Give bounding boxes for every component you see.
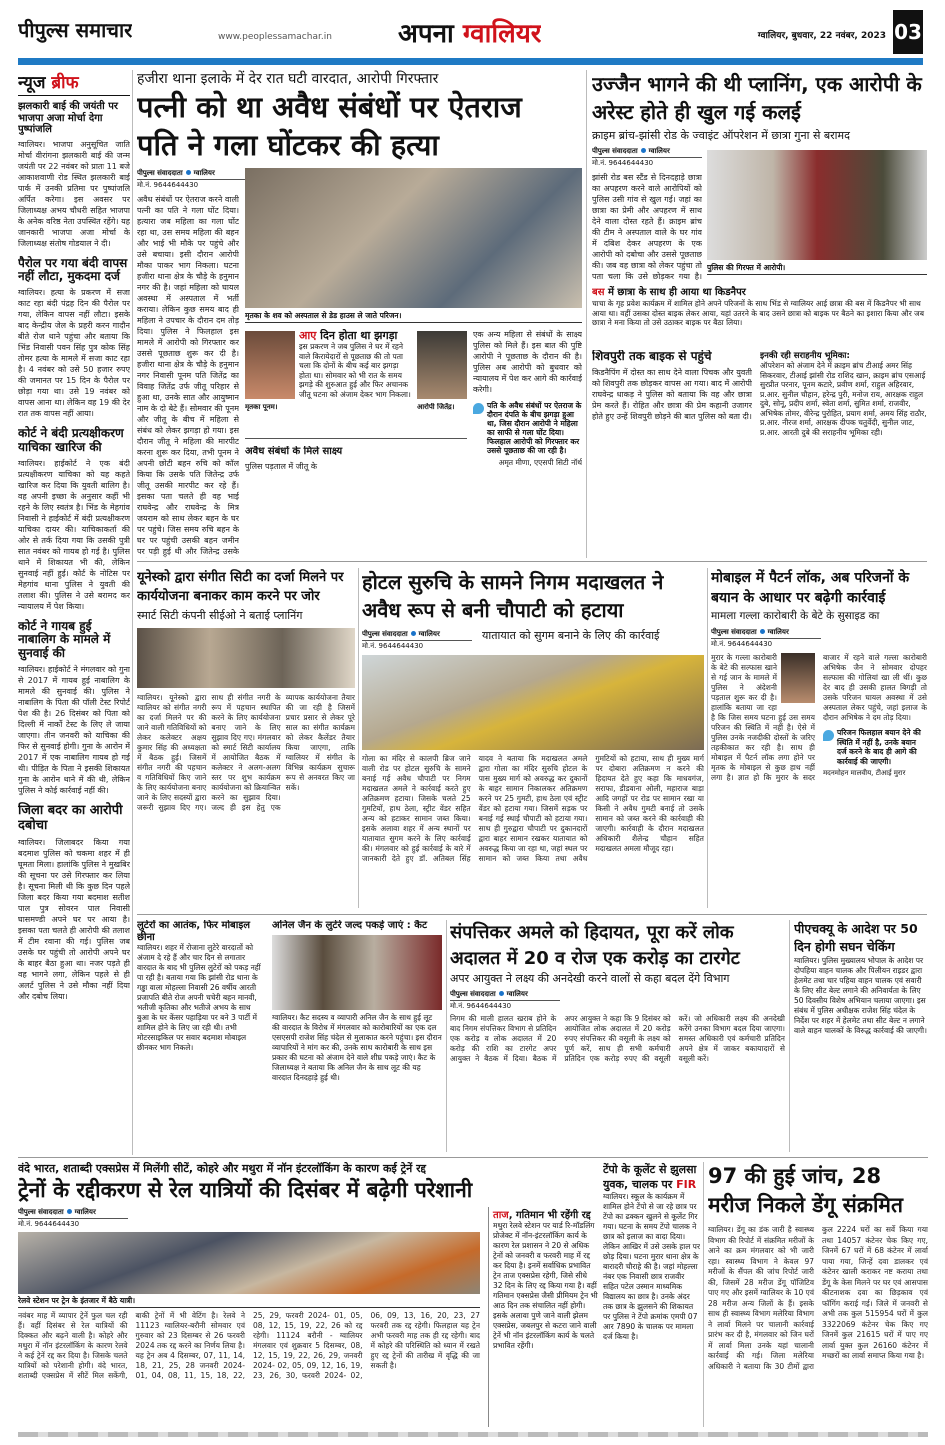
train-headline: ट्रेनों के रद्दीकरण से रेल यात्रियों की दिसंबर में बढ़ेगी परेशानी — [18, 1178, 473, 1202]
paper-logo: पीपुल्स समाचार — [18, 18, 133, 42]
registration-strip — [18, 1432, 928, 1437]
mobile-body: मुरार के गल्ला कारोबारी के बेटे की सल्फास खाने से गई जान के मामले में पुलिस ने अंदेशनी पड़ताल शुरू कर दी है। हालांकि बताया जा रहा है कि जिस समय घटना हुई उस समय परिजन की स्थिति में नहीं है। ऐसे में पुलिस उनके नजदीकी दोस्तों के जरिए तहकीकात कर रही है। साथ ही मोबाइल में पैटर्न लॉक लगा होने पर मृतक के मोबाइल से कुछ हाथ नहीं लगा है। ज्ञात हो कि मुरार के सदर बाजार में रहने वाले गल्ला कारोबारी अभिषेक जैन ने सोमवार दोपहर सल्फास की गोलियां खा ली थीं। कुछ देर बाद ही उसकी हालत बिगड़ी तो उसके परिजन घायल अवस्था में उसे अस्पताल लेकर पहुंचे, जहां इलाज के दौरान अभिषेक ने दम तोड़ दिया। — [711, 653, 927, 782]
quarrel-title-b: दिन होता था झगड़ा — [320, 329, 398, 342]
dateline: ग्वालियर, बुधवार, 22 नवंबर, 2023 — [757, 31, 886, 41]
credit-head: इनकी रही सराहनीय भूमिका: — [760, 351, 850, 361]
byline — [711, 627, 927, 649]
brief-headline: झलकारी बाई की जयंती पर भाजपा अजा मोर्चा देगा पुष्पांजलि — [18, 101, 118, 135]
brief-title-b: ब्रीफ — [51, 73, 79, 93]
byline-mobile: मो.नं. 9644644430 — [711, 640, 773, 648]
byline — [18, 1207, 480, 1229]
mobile-deck: मामला गल्ला कारोबारी के बेटे के सुसाइड का — [711, 610, 880, 622]
hotel-story — [362, 568, 704, 908]
hotel-deck: यातायात को सुगम बनाने के लिए की कार्रवाई — [482, 629, 660, 642]
loot-body: ग्वालियर। शहर में रोजाना लुटेरे वारदातों को अंजाम दे रहे हैं और चार दिन से लगातार वारदात के बाद भी पुलिस लुटेरों को पकड़ नहीं पा रही है। बताया गया कि झांसी रोड थाना के गड्ढा वाला मोहल्ला निवासी 26 वर्षीय आरती प्रजापति बीते रोज अपनी चचेरी बहन मानवी, भतीजी कृतिका और भतीजे अभय के साथ बुआ के घर केंसर पहाड़िया पर बने 3 पार्टी में शामिल होने के लिए जा रही थी। तभी मोटरसाइकिल पर सवार बदमाश मोबाइल छीनकर भाग निकले। — [137, 943, 261, 1052]
accused-photo — [417, 331, 467, 399]
divider — [137, 914, 927, 915]
column-rule — [703, 1162, 704, 1427]
accused-caption: आरोपी जितेंद्र। — [417, 403, 455, 411]
kidnap-headline: उज्जैन भागने की थी प्लानिंग, एक आरोपी के अरेस्ट होते ही खुल गई कलई — [592, 72, 922, 124]
byline — [450, 989, 785, 1011]
lead-story — [137, 70, 582, 558]
train-main — [18, 1207, 480, 1427]
kidnap-area — [592, 146, 927, 558]
tax-deck: अपर आयुक्त ने लक्ष्य की अनदेखी करने वालों से कहा बदल देंगे विभाग — [450, 972, 730, 985]
news-brief — [18, 70, 130, 1155]
unesco-story — [137, 568, 355, 908]
lead-photo-caption: मृतका के शव को अस्पताल से डेड हाउस ले जाते परिजन। — [245, 311, 582, 323]
brief-item — [18, 804, 130, 1002]
train-area — [18, 1207, 598, 1427]
brief-text: ग्वालियर। हाईकोर्ट ने एक बंदी प्रत्यक्षीकरण याचिका को यह कहते खारिज कर दिया कि युवती बालिग है। वह अपनी इच्छा के अनुसार कहीं भी रहने के लिए स्वतंत्र है। भिंड के मेहगांव निवासी ने हाईकोर्ट में बंदी प्रत्यक्षीकरण याचिका दायर की। याचिकाकर्ता की ओर से तर्क दिया गया कि उसकी पुत्री सात नवंबर को गायब हो गई है। पुलिस थाने में शिकायत भी की, लेकिन सुनवाई नहीं हुई। कोर्ट के नोटिस पर मेहगांव थाना पुलिस ने युवती की तलाश की। पुलिस ने उसे बरामद कर न्यायालय में पेश किया। — [18, 458, 130, 611]
byline-city: ग्वालियर — [418, 630, 440, 638]
victim-photo — [245, 331, 295, 399]
train-columns — [18, 1232, 480, 1402]
byline-city: ग्वालियर — [648, 147, 670, 155]
train-photo — [18, 1232, 480, 1294]
hotel-columns — [362, 655, 704, 908]
brief-text: ग्वालियर। जिलाबदर किया गया बदमाश पुलिस को चकमा शहर में ही घूमता मिला। हालांकि पुलिस ने मुखबिर की सूचना पर उसे गिरफ्तार कर लिया है। सूचना मिली थी कि कुछ दिन पहले जिला बदर किया गया बदमाश सतीश पाल पुत्र सोवरन पाल निवासी घासमण्डी अपने घर पर आया है। इसका पता चलते ही आरोपी की तलाश में टीम रवाना की गई। पुलिस जब उसके घर पहुंची तो आरोपी अपने घर के बाहर बैठा हुआ था। नजर पड़ते ही वह भागने लगा, लेकिन पहले से ही अलर्ट पुलिस ने उसे मौका नहीं दिया और दबोच लिया। — [18, 837, 130, 1001]
byline-mobile: मो.नं. 9644644430 — [592, 159, 654, 167]
byline — [137, 168, 247, 190]
byline — [362, 629, 472, 651]
deceased-photo — [781, 653, 815, 703]
mobile-quote: परिजन फिलहाल बयान देने की स्थिति में नहीं है, उनके बयान दर्ज करने के बाद ही आगे की कार्रवाई की जाएगी। — [823, 728, 927, 766]
anil-body: ग्वालियर। कैट सदस्य व व्यापारी अनिल जैन के साथ हुई लूट की वारदात के विरोध में मंगलवार को कारोबारियों का एक दल एसएसपी राजेश सिंह चंदेल से मुलाकात करने पहुंचा। इस दौरान व्यापारियों ने मांग कर की, उनके साथ कारोबारी के साथ इस प्रकार की घटना को अंजाम देने वाले शीघ्र पकड़े जाएं। कैट के जिलाध्यक्ष ने बताया कि अनिल जैन के साथ लूट की यह वारदात दिनदहाड़े हुई थी। — [272, 1012, 442, 1082]
tax-headline: संपत्तिकर अमले को हिदायत, पूरा करें लोक अदालत में 20 व रोज एक करोड़ का टारगेट — [450, 922, 740, 969]
section-title-a: अपना — [398, 19, 454, 49]
kidnap-col-2 — [592, 350, 752, 558]
credits — [760, 350, 927, 558]
lead-body-left: अवैध संबंधों पर ऐतराज करने वाली पत्नी का पति ने गला घोंट दिया। हत्यारा जब महिला का गला घोंट रहा था, उस समय महिला की बहन और भाई भी मौके पर पहुंचे और उसे बचाया। इसी दौरान आरोपी मौका पाकर भाग निकला। घटना हजीरा थाना क्षेत्र के चौड़े के हनुमान नगर की है। जहां महिला को घायल अवस्था में अस्पताल में भर्ती कराया। लेकिन कुछ समय बाद ही महिला ने उपचार के दौरान दम तोड़ दिया। पुलिस ने फिलहाल इस मामले में आरोपी को गिरफ्तार कर उससे पूछताछ शुरू कर दी है। हजीरा थाना क्षेत्र के चौड़े के हनुमान नगर निवासी पूनम पति जितेंद्र का विवाह जितेंद्र उर्फ जीतू परिहार से हुआ था, उनके सात और आयुष्मान नाम के दो बेटे हैं। सोमवार की पूनम और जीतू के बीच में महिला से संबंध को लेकर झगड़ा हो गया। इस दौरान जीतू ने महिला की मारपीट करना शुरू कर दिया, तभी पूनम ने अपनी छोटी बहन रुचि को कॉल किया कि उसके पति जितेन्द्र उर्फ जीतू उसकी मारपीट कर रहे हैं। इसका पता चलते ही वह भाई राघवेन्द्र और राघवेन्द्र के मित्र जयराम को साथ लेकर बहन के घर पर पहुंचे। जिस समय रुचि बहन के घर पर पहुंची उसकी बहन जमीन पर पड़ी हुई थी और जितेन्द्र उसके — [137, 195, 239, 556]
tempo-headline-fir: FIR — [676, 1178, 697, 1191]
loot-headline: लुटेरों का आतंक, फिर मोबाइल छीना — [137, 920, 251, 943]
tempo-headline: टेंपो के कूलेंट से झुलसा युवक, चालक पर — [603, 1163, 697, 1191]
taj-text: मथुरा रेलवे स्टेशन पर यार्ड रि-मॉडलिंग प्रोजेक्ट में नॉन-इंटरलॉकिंग कार्य के कारण रेल प्रशासन ने 20 से अधिक ट्रेनों को जनवरी व फरवरी माह में रद्द कर दिया है। इनमें सर्वाधिक प्रभावित ट्रेन ताज एक्सप्रेस रहेगी, जिसे सीधे 32 दिन के लिए रद्द किया गया है। वहीं गतिमान एक्सप्रेस जैसी प्रीमियम ट्रेन भी आठ दिन तक संचालित नहीं होगी। इसके अलावा पुणे जाने वाली झेलम एक्सप्रेस, जबलपुर से कटरा जाने वाली ट्रेनें भी नॉन इंटरलॉकिंग कार्य के चलते प्रभावित रहेंगी। — [493, 1221, 598, 1350]
byline-reporter: पीपुल्स संवाददाता — [592, 147, 638, 155]
brief-title — [18, 70, 130, 96]
byline-mobile: मो.नं. 9644644430 — [137, 181, 199, 189]
phq-body: ग्वालियर। पुलिस मुख्यालय भोपाल के आदेश पर दोपहिया वाहन चालक और पिलीयन राइडर द्वारा हेलमेट तथा चार पहिया वाहन चालक एवं सवारी के लिए सीट बेल्ट लगाने की अनिवार्यता के लिए 50 दिवसीय विशेष अभियान चलाया जाएगा। इस संबंध में पुलिस अधीक्षक राजेश सिंह चंदेल के निर्देश पर शहर में हेलमेट तथा सीट बेल्ट न लगाने वाले वाहन चालकों के विरुद्ध कार्रवाई की जाएगी। — [794, 956, 927, 1035]
brief-title-a: न्यूज — [18, 73, 46, 93]
byline-mobile: मो.नं. 9644644430 — [18, 1220, 80, 1228]
kidnap-story — [592, 70, 927, 558]
mobile-area — [711, 653, 927, 908]
kidnap-body: झांसी रोड बस स्टैंड से दिनदहाड़े छात्रा का अपहरण करने वाले आरोपियों को पुलिस उसी गांव से खुल गई। जहां का छात्रा का प्रेमी और अपहरण में साथ देने वाला दोस्त रहते हैं। क्राइम ब्रांच की टीम ने अस्पताल वाले के घर गांव में दबिश देकर अपहरण के एक आरोपी को दबोचा और उससे पूछताछ की। जब वह छात्रा को लेकर पहुंचा तो पता चला कि उसे छोड़कर गया है। — [592, 173, 702, 281]
brief-headline: कोर्ट ने गायब हुई नाबालिग के मामले में सुनवाई की — [18, 618, 111, 661]
byline-reporter: पीपुल्स संवाददाता — [18, 1208, 64, 1216]
anil-headline: अनिल जैन के लुटेरे जल्द पकड़े जाएं : कैट — [272, 920, 427, 931]
lead-side — [473, 329, 582, 558]
unesco-deck: स्मार्ट सिटी कंपनी सीईओ ने बताई प्लानिंग — [137, 609, 303, 622]
byline-mobile: मो.नं. 9644644430 — [450, 1002, 512, 1010]
kidnap-photo — [707, 150, 927, 260]
byline — [592, 146, 702, 168]
mobile-headline: मोबाइल में पैटर्न लॉक, अब परिजनों के बयान के आधार पर बढ़ेगी कार्रवाई — [711, 570, 910, 606]
train-photo-caption: रेलवे स्टेशन पर ट्रेन के इंतजार में बैठे यात्री। — [18, 1296, 480, 1308]
column-rule — [707, 568, 708, 908]
column-rule — [358, 568, 359, 908]
lead-quote-by: अमृत मीणा, एएसपी सिटी नॉर्थ — [498, 458, 582, 467]
train-body: नवंबर माह में व्यापार ट्रेनें फुल चल रही हैं। वहीं दिसंबर से रेल यात्रियों की दिक्कत और बढ़ने वाली है। कोहरे और मथुरा में नॉन इंटरलॉकिंग के कारण रेलवे ने कई ट्रेनें रद्द कर दिया है। जिसके चलते यात्रियों को परेशानी होगी। वंदे भारत, शताब्दी एक्सप्रेस में सीटें मिल सकेंगी, बाकी ट्रेनों में भी वेटिंग है। रेलवे ने 11123 ग्वालियर-बरौनी सोमवार एवं गुरुवार को 23 दिसम्बर से 26 फरवरी 2024 तक रद्द करने का निर्णय लिया है। यह ट्रेन अब 4 दिसम्बर, 07, 11, 14, 18, 21, 25, 28 जनवरी 2024- 01, 04, 08, 11, 15, 18, 22, 25, 29, फरवरी 2024- 01, 05, 08, 12, 15, 19, 22, 26 को रद्द रहेगी। 11124 बरौनी - ग्वालियर मंगलवार एवं शुक्रवार 5 दिसम्बर, 08, 12, 15, 19, 22, 26, 29, जनवरी 2024- 02, 05, 09, 12, 16, 19, 23, 26, 30, फरवरी 2024- 02, 06, 09, 13, 16, 20, 23, 27 फरवरी तक रद्द रहेगी। फिलहाल यह ट्रेन अभी फरवरी माह तक ही रद्द रहेगी। बाद में कोहरे की परिस्थिति को ध्यान में रखते हुए रद्द ट्रेनों की तारीख में वृद्धि की जा सकती है। — [18, 1311, 480, 1380]
train-story — [18, 1162, 598, 1427]
tempo-body: ग्वालियर। स्कूल के कार्यक्रम में शामिल होने टेंपो से जा रहे छात्र पर टेंपो का ढक्कन खुलने से कूलेंट गिर गया। घटना के समय टेंपो चालक ने छात्र को इलाज का वादा दिया। लेकिन आखिर में उसे उसके हाल पर छोड़ दिया। घटना मुरार थाना क्षेत्र के बारादरी चौराहे की है। जहां मोहल्ला नंबर एक निवासी छात्र राजवीर सहित पटेल उस्मान माध्यमिक विद्यालय का छात्र है। उनके अंदर तक छात्र के झुलसने की शिकायत पर पुलिस ने टेंपो क्रमांक एमपी 07 आर 7890 के चालक पर मामला दर्ज किया है। — [603, 1192, 700, 1341]
brief-headline: कोर्ट ने बंदी प्रत्यक्षीकरण याचिका खारिज की — [18, 426, 124, 454]
lead-sub-head: अवैध संबंधों के मिले साक्ष्य — [245, 446, 343, 457]
lead-quote: पति के अवैध संबंधों पर ऐतराज के दौरान दंपति के बीच झगड़ा हुआ था, जिस दौरान आरोपी ने महिला का साफी से गला घोंट दिया। फिलहाल आरोपी को गिरफ्तार कर उससे पूछताछ की जा रही है। — [473, 401, 582, 455]
column-rule — [446, 920, 447, 1152]
kidnap-deck: क्राइम ब्रांच-झांसी रोड के ज्वाइंट ऑपरेशन में छात्रा गुना से बरामद — [592, 129, 850, 142]
train-kicker: वंदे भारत, शताब्दी एक्सप्रेस में मिलेंगी सीटें, कोहरे और मथुरा में नॉन इंटरलॉकिंग के कारण कई ट्रेनें रद्द — [18, 1162, 426, 1175]
column-rule — [132, 70, 133, 1155]
dengue-body: ग्वालियर। डेंगू का डंक जारी है स्वास्थ्य विभाग की रिपोर्ट में संक्रमित मरीजों के आने का क्रम मंगलवार को भी जारी रहा। स्वास्थ्य विभाग ने केवल 97 मरीजों के सैंपल की जांच रिपोर्ट जारी की, जिसमें 28 मरीज डेंगू पॉजिटिव पाए गए और इसमें ग्वालियर के 10 एवं 28 मरीज अन्य जिलों के हैं। इसके साथ ही स्वास्थ्य विभाग मलेरिया विभाग ने लार्वा मिलने पर चालानी कार्रवाई प्रारंभ कर दी है, मंगलवार को जिन घरों में लार्वा मिला उनके यहां चालानी कार्रवाई की गई। जिला मलेरिया अधिकारी ने बताया कि 30 टीमों द्वारा कुल 2224 घरों का सर्वे किया गया तथा 14057 कंटेनर चेक किए गए, जिनमें 67 घरों में 68 कंटेनर में लार्वा पाया गया, जिन्हें दवा डालकर एवं कंटेनर खाली कराकर नष्ट कराया तथा डेंगू के केस मिलने पर घर एवं आसपास कीटनाशक दवा का छिड़काव एवं फॉगिंग कराई गई। जिले में जनवरी से अभी तक कुल 515954 घरों में कुल 3322069 कंटेनर चेक किए गए जिनमें कुल 21615 घरों में पाए गए लार्वा युक्त कुल 26160 कंटेनर में मच्छरों का लार्वा समाप्त किया गया है। — [708, 1225, 928, 1371]
brief-item — [18, 620, 130, 796]
loot-story — [137, 920, 265, 1152]
page-number: 03 — [893, 10, 923, 54]
lead-headline-2: पति ने गला घोंटकर की हत्या — [137, 128, 439, 162]
byline-reporter: पीपुल्स संवाददाता — [711, 628, 757, 636]
divider — [137, 561, 927, 562]
byline-reporter: पीपुल्स संवाददाता — [362, 630, 408, 638]
section-title-b: ग्वालियर — [462, 19, 542, 49]
quarrel-text: इस प्रकरण ने जब पुलिस ने घर में रहने वाले किरायेदारों से पूछताछ की तो पता चला कि दोनों के बीच कई बार झगड़ा होता था। सोमवार को भी रात के समय झगड़े की शुरुआत हुई और फिर अचानक जीतू घटना को अंजाम देकर भाग निकला। — [299, 342, 411, 399]
unesco-body: ग्वालियर। यूनेस्को द्वारा ग्वालियर को संगीत नगरी का दर्जा मिलने पर की जाने वाली गतिविधियों को लेकर कलेक्टर अक्षय कुमार सिंह की अध्यक्षता में बैठक हुई। जिसमें संगीत नगरी की पहचान व गतिविधियों किए जाने के लिए कार्ययोजना बनाए जाने के लिए सदस्यों द्वारा जरूरी सुझाव दिए गए। साथ ही संगीत नगरी के रूप में पहचान स्थापित करने के लिए कार्ययोजना बनाए जाने के लिए सुझाव दिए गए। मंगलवार को स्मार्ट सिटी कार्यालय में आयोजित बैठक में कलेक्टर ने अलग-अलग स्तर पर शुभ कार्यक्रम कार्ययोजना को क्रियान्वित करने का सुझाव दिया। जल्द ही इस हेतु एक व्यापक कार्ययोजना तैयार की जा रही है जिसमें प्रचार प्रसार से लेकर पूरे साल का संगीत कार्यक्रम को लेकर कैलेंडर तैयार किया जाएगा, ताकि ग्वालियर में संगीत के विभिन्न कार्यक्रम सुचारू रूप से अनवरत किए जा सकें। — [137, 693, 355, 812]
lead-sub-head-wrap — [245, 446, 467, 558]
masthead-rule — [18, 58, 923, 65]
mobile-quote-by: मदनमोहन मालवीय, टीआई मुरार — [823, 769, 906, 777]
quarrel-title-a: आए — [299, 329, 317, 342]
brief-headline: जिला बदर का आरोपी दबोचा — [18, 803, 123, 834]
brief-text: ग्वालियर। हाईकोर्ट ने मंगलवार को गुना से 2017 में गायब हुई नाबालिग के मामले की सुनवाई की। पुलिस ने नाबालिग के पिता की पॉली टेस्ट रिपोर्ट पेश की है। 26 दिसंबर को पिता को दिल्ली में नार्को टेस्ट के लिए ले जाया जाएगा। तीन जनवरी को याचिका की फिर से सुनवाई होगी। गुना के आरोन में 2017 में एक नाबालिग गायब हो गई थी। पीड़ित के पिता ने इसकी शिकायत गुना के आरोन थाने में की थी, लेकिन पुलिस ने कोई कार्रवाई नहीं की। — [18, 665, 130, 796]
column-rule — [789, 920, 790, 1152]
unesco-headline: यूनेस्को द्वारा संगीत सिटी का दर्जा मिलने पर कार्ययोजना बनाकर काम करने पर जोर — [137, 570, 344, 604]
victim-caption: मृतका पूनम। — [245, 403, 278, 411]
lead-sub-text: पुलिस पड़ताल में जीतू के — [245, 461, 317, 471]
website-link[interactable]: www.peoplessamachar.in — [218, 32, 332, 42]
bus-title-a: बस — [592, 287, 605, 298]
shivpuri-sub-head: शिवपुरी तक बाइक से पहुंचे — [592, 350, 712, 363]
brief-item — [18, 427, 130, 612]
bus-text: चाचा के गृह प्रवेश कार्यक्रम में शामिल होने अपने परिजनों के साथ भिंड से ग्वालियर आई छात्रा की बस में किडनैपर भी साथ आया था। वहीं उसका दोस्त बाइक लेकर आया, यहां उतरने के बाद उसने छात्रा को बाइक पर बैठने का इशारा किया और जब छात्रा ने मना किया तो उसे उठाकर बाइक पर बैठा लिया। — [592, 299, 925, 327]
bus-box — [592, 286, 927, 344]
phq-headline: पीएचक्यू के आदेश पर 50 दिन होगी सघन चेकिंग — [794, 921, 918, 954]
byline-city: ग्वालियर — [193, 169, 215, 177]
brief-text: ग्वालियर। भाजपा अनुसूचित जाति मोर्चा वीरांगना झलकारी बाई की जन्म जयंती पर 22 नवंबर को प्रातः 11 बजे आकाशवाणी रोड स्थित झलकारी बाई पार्क में उनकी प्रतिमा पर पुष्पांजलि अर्पित करेगा। इस अवसर पर जिलाध्यक्ष अभय चौधरी सहित भाजपा के अनेक वरिष्ठ नेता उपस्थित रहेंगे। यह जानकारी भाजपा अजा मोर्चा के जिलाध्यक्ष संतोष गोडयाल ने दी। — [18, 139, 130, 248]
byline-mobile: मो.नं. 9644644430 — [362, 642, 424, 650]
brief-headline: पैरोल पर गया बंदी वापस नहीं लौटा, मुकदमा दर्ज — [18, 255, 128, 284]
section-title — [398, 14, 541, 50]
lead-photo — [245, 168, 582, 308]
lead-side-text: एक अन्य महिला से संबंधों के साक्ष्य पुलिस को मिले हैं। इस बात की पुष्टि आरोपी ने पूछताछ के दौरान की है। पुलिस अब आरोपी को बुधवार को न्यायालय में पेश कर आगे की कार्रवाई करेगी। — [473, 330, 582, 394]
anil-story — [272, 920, 442, 1152]
taj-head-a: ताज — [493, 1210, 509, 1221]
byline-city: ग्वालियर — [74, 1208, 96, 1216]
lead-kicker: हजीरा थाना इलाके में देर रात घटी वारदात, आरोपी गिरफ्तार — [137, 71, 439, 87]
hotel-photo — [362, 655, 704, 750]
taj-head-b: , गतिमान भी रहेंगी रद्द — [508, 1210, 591, 1221]
byline-reporter: पीपुल्स संवाददाता — [450, 990, 496, 998]
lead-headline-1: पत्नी को था अवैध संबंधों पर ऐतराज — [137, 90, 522, 124]
train-side — [488, 1207, 598, 1427]
byline-city: ग्वालियर — [767, 628, 789, 636]
dengue-story — [708, 1162, 928, 1427]
shivpuri-text: किडनैपिंग में दोस्त का साथ देने वाला पिचक और युवती को शिवपुरी तक छोड़कर वापस आ गया। बाद में आरोपी राघवेन्द्र धाकड़ ने पुलिस को बताया कि वह और छात्रा प्रेम करते हैं। रोहित और छात्रा की प्रेम कहानी उजागर होते हुए उन्हें शिवपुरी छोड़ने की बात पुलिस को बता दी। — [592, 367, 752, 421]
tax-body: निगम की माली हालत खराब होने के बाद निगम संपत्तिकर विभाग से प्रतिदिन एक करोड़ व लोक अदालत में 20 करोड़ की राशि का टारगेट अपर आयुक्त ने बैठक में दिया। बैठक में अपर आयुक्त ने कहा कि 9 दिसंबर को आयोजित लोक अदालत में 20 करोड़ रुपए संपत्तिकर की वसूली के लक्ष्य को पूर्ण करें, साथ ही सभी कर्मचारी प्रतिदिन एक करोड़ रुपए की वसूली करें। जो अधिकारी लक्ष्य की अनदेखी करेंगे उनका विभाग बदल दिया जाएगा। समस्त अधिकारी एवं कर्मचारी प्रतिदिन अपने क्षेत्र में जाकर बकायादारों से वसूली करें। — [450, 1014, 785, 1063]
byline-reporter: पीपुल्स संवाददाता — [137, 169, 183, 177]
column-rule — [586, 70, 587, 558]
hotel-headline: होटल सुरुचि के सामने निगम मदाखलत ने अवैध रूप से बनी चौपाटी को हटाया — [362, 570, 664, 622]
quarrel-box — [245, 329, 467, 439]
lead-area — [137, 164, 582, 558]
brief-item — [18, 101, 130, 249]
dengue-headline: 97 की हुई जांच, 28 मरीज निकले डेंगू संक्रमित — [708, 1164, 903, 1217]
tempo-story — [603, 1162, 700, 1427]
hotel-meta — [362, 629, 704, 651]
tax-story — [450, 920, 785, 1152]
divider — [18, 1157, 928, 1158]
credit-text: ऑपरेशन को अंजाम देने में क्राइम ब्रांच टीआई अमर सिंह सिकरवार, टीआई झांसी रोड राशिद खान, क्राइम ब्रांच एसआई सुरप्रीत परनार, पूनम कटारे, प्रवीण शर्मा, राहुल अहिरवार, प्र.आर. सुनील चौहान, हरेन्द्र पुरी, मनोज राय, आरक्षक राहुल दुबे, सोनू, प्रदीप शर्मा, स्वेता शर्मा, सुमित शर्मा, राजवीर, अभिषेक तोमर, वीरेन्द्र पुरोहित, प्रयाग शर्मा, अमय सिंह राठौर, प्र.आर. नीरज शर्मा, आरक्षक दीपक चतुर्वेदी, सुनील जाट, प्र.आर. आरती दुबे की सराहनीय भूमिका रही। — [760, 361, 927, 437]
quarrel-box-text — [299, 329, 413, 438]
brief-text: ग्वालियर। हत्या के प्रकरण में सजा काट रहा बंदी पंद्रह दिन की पैरोल पर गया, लेकिन वापस नहीं लौटा। इसके बाद केन्द्रीय जेल के प्रहरी करन गादौन बीते रोज थाने पहुंचा और बताया कि भिंड निवासी पवन सिंह पुत्र कोक सिंह तोमर हत्या के मामले में सजा काट रहा है। 4 नवंबर को उसे 50 हजार रुपए की जमानत पर 15 दिन के पैरोल पर छोड़ा गया था। उसे 19 नवंबर को वापस आना था। लेकिन वह 19 की देर रात तक वापस नहीं आया। — [18, 288, 130, 419]
kidnap-photo-caption: पुलिस की गिरफ्त में आरोपी। — [707, 263, 927, 275]
brief-item — [18, 257, 130, 420]
hotel-body: गोला का मंदिर से कालपी ब्रिज जाने वाली रोड पर होटल सुरुचि के सामने बनाई गई अवैध चौपाटी पर निगम मदाखलत अमले ने कार्रवाई करते हुए अतिक्रमण हटाया। जिसके चलते 25 गुमटियों, हाथ ठेला, स्ट्रीट वेंडर सहित अन्य को हटाकर सामान जब्त किया। इसके अलावा शहर में अन्य स्थानों पर यातायात सुगम करने के लिए कार्रवाई की। मंगलवार को हुई कार्रवाई के बारे में जानकारी देते हुए डॉ. अतिबल सिंह यादव ने बताया कि मदाखलत अमले द्वारा गोला का मंदिर सुरुचि होटल के पास मुख्य मार्ग को अवरुद्ध कर दुकानों के बाहर सामान निकालकर अतिक्रमण करने पर 25 गुमटी, हाथ ठेला एवं स्ट्रीट वेंडर को हटाया गया। जिसमें सड़क पर बनाई गई स्थाई चौपाटी को हटाया गया। साथ ही गुरुद्वारा चौपाटी पर दुकानदारों द्वारा बाहर सामान रखकर यातायात को अवरुद्ध किया जा रहा था, जहां स्थल पर सामान को जब्त किया तथा अवैध गुमटियों को हटाया, साथ ही मुख्य मार्ग पर दोबारा अतिक्रमण न करने की हिदायत देते हुए कहा कि माधवगंज, सराफा, डीडवाना ओली, महाराज बाड़ा आदि जगहों पर रोड पर सामान रखा या किसी ने अवैध गुमटी बनाई तो उसके सामान को जब्त करने की कार्रवाही की जाएगी। कार्रवाही के दौरान मदाखलत अधिकारी शैलेन्द्र चौहान सहित मदाखलत अमला मौजूद रहा। — [362, 754, 704, 863]
bus-title-b: में छात्रा के साथ ही आया था किडनैपर — [607, 287, 746, 298]
hotel-area — [362, 655, 704, 908]
phq-story — [794, 920, 927, 1152]
unesco-photo — [137, 628, 355, 688]
mobile-columns — [711, 653, 927, 908]
anil-photo — [272, 935, 442, 1010]
mobile-story — [711, 568, 927, 908]
byline-city: ग्वालियर — [506, 990, 528, 998]
